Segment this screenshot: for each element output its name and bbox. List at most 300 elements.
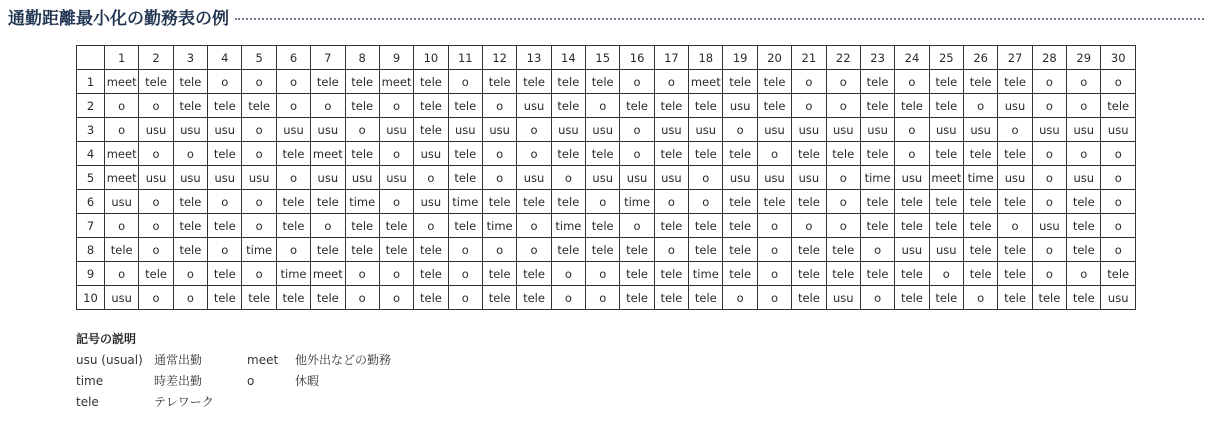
schedule-cell: o bbox=[826, 190, 860, 214]
schedule-cell: o bbox=[860, 238, 894, 262]
schedule-cell: tele bbox=[345, 142, 379, 166]
schedule-cell: tele bbox=[482, 262, 516, 286]
schedule-cell: o bbox=[1101, 190, 1136, 214]
schedule-cell: tele bbox=[448, 142, 482, 166]
schedule-cell: tele bbox=[1067, 286, 1101, 310]
schedule-cell: usu bbox=[654, 118, 688, 142]
schedule-cell: meet bbox=[311, 142, 345, 166]
schedule-cell: tele bbox=[517, 190, 551, 214]
schedule-cell: usu bbox=[792, 166, 826, 190]
table-row bbox=[77, 94, 1136, 118]
schedule-cell: tele bbox=[242, 94, 276, 118]
schedule-cell: tele bbox=[379, 238, 413, 262]
title-bar bbox=[8, 4, 1204, 28]
schedule-cell: usu bbox=[723, 166, 757, 190]
day-header-6: 6 bbox=[276, 46, 310, 70]
schedule-cell: tele bbox=[1067, 238, 1101, 262]
schedule-cell: time bbox=[482, 214, 516, 238]
schedule-cell: tele bbox=[345, 214, 379, 238]
schedule-cell: tele bbox=[929, 214, 963, 238]
schedule-cell: usu bbox=[895, 166, 929, 190]
schedule-cell: tele bbox=[311, 190, 345, 214]
schedule-cell: usu bbox=[414, 142, 448, 166]
schedule-cell: tele bbox=[414, 94, 448, 118]
schedule-cell: tele bbox=[208, 262, 242, 286]
schedule-cell: tele bbox=[929, 94, 963, 118]
schedule-cell: o bbox=[586, 286, 620, 310]
schedule-cell: tele bbox=[654, 214, 688, 238]
schedule-cell: tele bbox=[173, 190, 207, 214]
schedule-cell: o bbox=[826, 94, 860, 118]
schedule-cell: tele bbox=[723, 190, 757, 214]
schedule-cell: tele bbox=[689, 286, 723, 310]
schedule-cell: o bbox=[414, 214, 448, 238]
schedule-cell: tele bbox=[723, 214, 757, 238]
schedule-cell: o bbox=[276, 166, 310, 190]
schedule-cell: tele bbox=[345, 238, 379, 262]
schedule-cell: tele bbox=[173, 70, 207, 94]
schedule-cell: usu bbox=[1101, 286, 1136, 310]
schedule-cell: o bbox=[379, 286, 413, 310]
employee-id-cell: 5 bbox=[77, 166, 105, 190]
schedule-cell: usu bbox=[860, 118, 894, 142]
day-header-3: 3 bbox=[173, 46, 207, 70]
schedule-cell: o bbox=[242, 70, 276, 94]
schedule-cell: o bbox=[1067, 142, 1101, 166]
table-header-row bbox=[77, 46, 1136, 70]
schedule-cell: tele bbox=[414, 70, 448, 94]
day-header-22: 22 bbox=[826, 46, 860, 70]
schedule-cell: tele bbox=[586, 214, 620, 238]
schedule-cell: o bbox=[345, 286, 379, 310]
day-header-25: 25 bbox=[929, 46, 963, 70]
schedule-cell: o bbox=[551, 286, 585, 310]
schedule-cell: time bbox=[860, 166, 894, 190]
schedule-cell: tele bbox=[963, 142, 997, 166]
schedule-cell: tele bbox=[860, 214, 894, 238]
schedule-cell: meet bbox=[379, 70, 413, 94]
schedule-cell: o bbox=[998, 118, 1032, 142]
schedule-cell: tele bbox=[586, 70, 620, 94]
table-row bbox=[77, 142, 1136, 166]
day-header-1: 1 bbox=[105, 46, 139, 70]
schedule-cell: meet bbox=[105, 142, 139, 166]
schedule-cell: usu bbox=[208, 118, 242, 142]
schedule-cell: tele bbox=[1067, 190, 1101, 214]
schedule-cell: o bbox=[895, 142, 929, 166]
schedule-cell: o bbox=[345, 118, 379, 142]
schedule-cell: tele bbox=[551, 94, 585, 118]
schedule-cell: tele bbox=[860, 94, 894, 118]
employee-id-cell: 1 bbox=[77, 70, 105, 94]
schedule-cell: usu bbox=[482, 118, 516, 142]
schedule-cell: usu bbox=[963, 118, 997, 142]
schedule-cell: tele bbox=[792, 142, 826, 166]
schedule-cell: o bbox=[620, 214, 654, 238]
schedule-cell: usu bbox=[826, 118, 860, 142]
schedule-cell: tele bbox=[139, 262, 173, 286]
day-header-12: 12 bbox=[482, 46, 516, 70]
schedule-cell: tele bbox=[998, 70, 1032, 94]
schedule-cell: usu bbox=[208, 166, 242, 190]
legend-symbol: usu (usual) bbox=[76, 353, 143, 367]
schedule-cell: tele bbox=[757, 94, 791, 118]
schedule-cell: tele bbox=[654, 286, 688, 310]
schedule-cell: usu bbox=[517, 166, 551, 190]
legend-meaning: 休暇 bbox=[295, 374, 320, 388]
schedule-cell: o bbox=[448, 70, 482, 94]
schedule-cell: tele bbox=[517, 262, 551, 286]
schedule-cell: tele bbox=[929, 286, 963, 310]
schedule-cell: tele bbox=[895, 94, 929, 118]
schedule-cell: tele bbox=[792, 262, 826, 286]
schedule-cell: tele bbox=[242, 286, 276, 310]
employee-id-cell: 7 bbox=[77, 214, 105, 238]
table-row bbox=[77, 190, 1136, 214]
schedule-cell: tele bbox=[620, 238, 654, 262]
schedule-cell: o bbox=[963, 286, 997, 310]
schedule-cell: o bbox=[276, 238, 310, 262]
schedule-cell: meet bbox=[105, 70, 139, 94]
schedule-cell: tele bbox=[173, 94, 207, 118]
day-header-24: 24 bbox=[895, 46, 929, 70]
schedule-cell: o bbox=[551, 262, 585, 286]
schedule-cell: tele bbox=[1067, 214, 1101, 238]
schedule-cell: tele bbox=[482, 70, 516, 94]
schedule-cell: usu bbox=[173, 166, 207, 190]
table-row bbox=[77, 262, 1136, 286]
schedule-cell: o bbox=[208, 190, 242, 214]
day-header-29: 29 bbox=[1067, 46, 1101, 70]
schedule-cell: o bbox=[1101, 142, 1136, 166]
schedule-cell: tele bbox=[654, 94, 688, 118]
schedule-cell: o bbox=[517, 142, 551, 166]
schedule-cell: o bbox=[654, 70, 688, 94]
day-header-28: 28 bbox=[1032, 46, 1066, 70]
schedule-cell: o bbox=[173, 286, 207, 310]
schedule-cell: tele bbox=[345, 70, 379, 94]
schedule-cell: o bbox=[242, 214, 276, 238]
day-header-26: 26 bbox=[963, 46, 997, 70]
schedule-cell: o bbox=[1101, 70, 1136, 94]
schedule-cell: tele bbox=[963, 190, 997, 214]
schedule-cell: o bbox=[482, 238, 516, 262]
legend-symbol: time bbox=[76, 374, 104, 388]
day-header-13: 13 bbox=[517, 46, 551, 70]
schedule-cell: o bbox=[1032, 94, 1066, 118]
schedule-cell: usu bbox=[792, 118, 826, 142]
schedule-cell: usu bbox=[105, 286, 139, 310]
schedule-cell: tele bbox=[311, 286, 345, 310]
schedule-cell: tele bbox=[929, 70, 963, 94]
schedule-cell: time bbox=[963, 166, 997, 190]
schedule-cell: usu bbox=[929, 238, 963, 262]
schedule-cell: tele bbox=[860, 262, 894, 286]
schedule-cell: time bbox=[276, 262, 310, 286]
day-header-5: 5 bbox=[242, 46, 276, 70]
schedule-cell: tele bbox=[792, 190, 826, 214]
schedule-cell: tele bbox=[689, 142, 723, 166]
schedule-cell: tele bbox=[551, 190, 585, 214]
legend-meaning: 通常出勤 bbox=[154, 353, 203, 367]
schedule-cell: tele bbox=[792, 286, 826, 310]
schedule-cell: o bbox=[517, 214, 551, 238]
schedule-cell: time bbox=[551, 214, 585, 238]
schedule-cell: usu bbox=[448, 118, 482, 142]
schedule-cell: o bbox=[448, 286, 482, 310]
schedule-cell: tele bbox=[448, 214, 482, 238]
schedule-cell: usu bbox=[929, 118, 963, 142]
legend-symbol: o bbox=[247, 374, 255, 388]
schedule-cell: tele bbox=[963, 70, 997, 94]
schedule-cell: o bbox=[998, 214, 1032, 238]
schedule-cell: tele bbox=[723, 238, 757, 262]
schedule-cell: usu bbox=[895, 238, 929, 262]
schedule-cell: tele bbox=[586, 238, 620, 262]
schedule-cell: o bbox=[929, 262, 963, 286]
schedule-cell: o bbox=[448, 262, 482, 286]
day-header-14: 14 bbox=[551, 46, 585, 70]
day-header-7: 7 bbox=[311, 46, 345, 70]
schedule-cell: o bbox=[689, 166, 723, 190]
schedule-cell: usu bbox=[173, 118, 207, 142]
legend-meaning: 時差出勤 bbox=[154, 374, 203, 388]
schedule-cell: meet bbox=[929, 166, 963, 190]
schedule-cell: usu bbox=[414, 190, 448, 214]
schedule-cell: o bbox=[1032, 262, 1066, 286]
day-header-21: 21 bbox=[792, 46, 826, 70]
schedule-cell: tele bbox=[963, 238, 997, 262]
table-row bbox=[77, 286, 1136, 310]
schedule-cell: o bbox=[826, 214, 860, 238]
schedule-cell: tele bbox=[1101, 262, 1136, 286]
schedule-cell: meet bbox=[311, 262, 345, 286]
schedule-cell: o bbox=[139, 94, 173, 118]
schedule-cell: usu bbox=[654, 166, 688, 190]
schedule-cell: tele bbox=[1101, 94, 1136, 118]
schedule-cell: o bbox=[620, 142, 654, 166]
schedule-cell: tele bbox=[208, 286, 242, 310]
schedule-cell: tele bbox=[414, 262, 448, 286]
day-header-11: 11 bbox=[448, 46, 482, 70]
schedule-cell: tele bbox=[276, 190, 310, 214]
schedule-cell: o bbox=[1101, 238, 1136, 262]
schedule-cell: o bbox=[345, 262, 379, 286]
schedule-cell: o bbox=[379, 190, 413, 214]
schedule-cell: usu bbox=[826, 286, 860, 310]
schedule-cell: o bbox=[482, 142, 516, 166]
legend-symbol: meet bbox=[247, 353, 279, 367]
schedule-cell: usu bbox=[757, 166, 791, 190]
schedule-cell: o bbox=[689, 190, 723, 214]
schedule-cell: o bbox=[379, 142, 413, 166]
employee-id-cell: 9 bbox=[77, 262, 105, 286]
schedule-cell: tele bbox=[929, 142, 963, 166]
schedule-cell: o bbox=[242, 118, 276, 142]
schedule-cell: o bbox=[379, 262, 413, 286]
day-header-9: 9 bbox=[379, 46, 413, 70]
legend-title: 記号の説明 bbox=[76, 332, 137, 346]
schedule-cell: o bbox=[1067, 262, 1101, 286]
schedule-cell: o bbox=[139, 286, 173, 310]
schedule-cell: usu bbox=[105, 190, 139, 214]
title-dotted-rule bbox=[235, 18, 1204, 20]
employee-id-cell: 2 bbox=[77, 94, 105, 118]
schedule-cell: o bbox=[139, 142, 173, 166]
schedule-cell: o bbox=[208, 70, 242, 94]
schedule-cell: tele bbox=[139, 70, 173, 94]
day-header-10: 10 bbox=[414, 46, 448, 70]
schedule-cell: o bbox=[414, 166, 448, 190]
schedule-cell: usu bbox=[998, 166, 1032, 190]
schedule-cell: o bbox=[792, 214, 826, 238]
schedule-cell: time bbox=[448, 190, 482, 214]
schedule-cell: tele bbox=[860, 70, 894, 94]
schedule-cell: o bbox=[139, 214, 173, 238]
schedule-cell: o bbox=[620, 70, 654, 94]
schedule-cell: tele bbox=[895, 286, 929, 310]
schedule-cell: o bbox=[792, 94, 826, 118]
schedule-cell: o bbox=[276, 94, 310, 118]
schedule-cell: tele bbox=[208, 94, 242, 118]
schedule-cell: o bbox=[482, 94, 516, 118]
schedule-cell: tele bbox=[311, 238, 345, 262]
legend bbox=[76, 330, 455, 410]
schedule-cell: o bbox=[586, 94, 620, 118]
schedule-cell: tele bbox=[414, 118, 448, 142]
schedule-cell: usu bbox=[586, 118, 620, 142]
schedule-cell: o bbox=[826, 70, 860, 94]
schedule-cell: o bbox=[586, 190, 620, 214]
schedule-cell: tele bbox=[929, 190, 963, 214]
schedule-cell: o bbox=[105, 94, 139, 118]
employee-id-cell: 8 bbox=[77, 238, 105, 262]
schedule-cell: tele bbox=[620, 94, 654, 118]
schedule-cell: usu bbox=[139, 118, 173, 142]
schedule-cell: o bbox=[173, 262, 207, 286]
schedule-cell: tele bbox=[895, 262, 929, 286]
day-header-20: 20 bbox=[757, 46, 791, 70]
schedule-cell: usu bbox=[379, 118, 413, 142]
schedule-cell: usu bbox=[757, 118, 791, 142]
schedule-cell: tele bbox=[998, 238, 1032, 262]
schedule-cell: tele bbox=[1032, 286, 1066, 310]
day-header-18: 18 bbox=[689, 46, 723, 70]
schedule-cell: tele bbox=[345, 94, 379, 118]
schedule-cell: tele bbox=[551, 70, 585, 94]
schedule-cell: tele bbox=[276, 286, 310, 310]
schedule-cell: tele bbox=[551, 142, 585, 166]
schedule-cell: usu bbox=[551, 118, 585, 142]
schedule-cell: tele bbox=[757, 70, 791, 94]
schedule-cell: time bbox=[242, 238, 276, 262]
page-title: 通勤距離最小化の勤務表の例 bbox=[8, 8, 229, 29]
day-header-16: 16 bbox=[620, 46, 654, 70]
schedule-cell: tele bbox=[448, 94, 482, 118]
schedule-cell: o bbox=[1101, 214, 1136, 238]
schedule-cell: o bbox=[1067, 70, 1101, 94]
schedule-cell: tele bbox=[448, 166, 482, 190]
schedule-cell: tele bbox=[379, 214, 413, 238]
day-header-30: 30 bbox=[1101, 46, 1136, 70]
day-header-19: 19 bbox=[723, 46, 757, 70]
schedule-cell: tele bbox=[963, 262, 997, 286]
schedule-cell: tele bbox=[826, 142, 860, 166]
schedule-cell: usu bbox=[620, 166, 654, 190]
legend-symbol: tele bbox=[76, 395, 99, 409]
employee-id-cell: 4 bbox=[77, 142, 105, 166]
schedule-cell: tele bbox=[654, 142, 688, 166]
employee-id-cell: 6 bbox=[77, 190, 105, 214]
schedule-cell: tele bbox=[414, 238, 448, 262]
schedule-cell: o bbox=[654, 190, 688, 214]
table-row bbox=[77, 70, 1136, 94]
table-row bbox=[77, 118, 1136, 142]
schedule-cell: o bbox=[757, 262, 791, 286]
schedule-cell: o bbox=[1067, 94, 1101, 118]
schedule-cell: o bbox=[311, 94, 345, 118]
day-header-2: 2 bbox=[139, 46, 173, 70]
schedule-cell: o bbox=[139, 190, 173, 214]
schedule-cell: o bbox=[826, 166, 860, 190]
schedule-cell: o bbox=[757, 286, 791, 310]
schedule-cell: usu bbox=[1032, 118, 1066, 142]
schedule-cell: o bbox=[139, 238, 173, 262]
schedule-cell: o bbox=[1032, 238, 1066, 262]
schedule-cell: tele bbox=[723, 262, 757, 286]
legend-meaning: 他外出などの勤務 bbox=[295, 353, 392, 367]
day-header-4: 4 bbox=[208, 46, 242, 70]
schedule-cell: time bbox=[689, 262, 723, 286]
schedule-cell: usu bbox=[1101, 118, 1136, 142]
schedule-cell: o bbox=[105, 118, 139, 142]
schedule-cell: usu bbox=[311, 166, 345, 190]
schedule-cell: tele bbox=[895, 214, 929, 238]
employee-id-cell: 3 bbox=[77, 118, 105, 142]
schedule-cell: o bbox=[860, 286, 894, 310]
schedule-cell: tele bbox=[757, 190, 791, 214]
schedule-cell: o bbox=[723, 118, 757, 142]
schedule-table bbox=[76, 45, 1136, 310]
schedule-cell: tele bbox=[482, 286, 516, 310]
schedule-cell: tele bbox=[208, 142, 242, 166]
schedule-cell: o bbox=[1101, 166, 1136, 190]
schedule-cell: tele bbox=[414, 286, 448, 310]
schedule-cell: o bbox=[482, 166, 516, 190]
schedule-cell: tele bbox=[723, 142, 757, 166]
day-header-8: 8 bbox=[345, 46, 379, 70]
schedule-cell: o bbox=[379, 94, 413, 118]
corner-cell bbox=[77, 46, 105, 70]
schedule-cell: o bbox=[517, 238, 551, 262]
schedule-cell: tele bbox=[895, 190, 929, 214]
schedule-cell: usu bbox=[689, 118, 723, 142]
schedule-cell: tele bbox=[723, 70, 757, 94]
schedule-cell: tele bbox=[689, 214, 723, 238]
schedule-cell: o bbox=[723, 286, 757, 310]
schedule-cell: tele bbox=[998, 286, 1032, 310]
schedule-cell: tele bbox=[105, 238, 139, 262]
schedule-cell: usu bbox=[379, 166, 413, 190]
table-row bbox=[77, 238, 1136, 262]
schedule-cell: tele bbox=[620, 286, 654, 310]
schedule-cell: tele bbox=[173, 214, 207, 238]
schedule-cell: usu bbox=[1067, 166, 1101, 190]
schedule-cell: tele bbox=[517, 70, 551, 94]
schedule-cell: meet bbox=[105, 166, 139, 190]
legend-meaning: テレワーク bbox=[154, 395, 214, 409]
table-row bbox=[77, 214, 1136, 238]
